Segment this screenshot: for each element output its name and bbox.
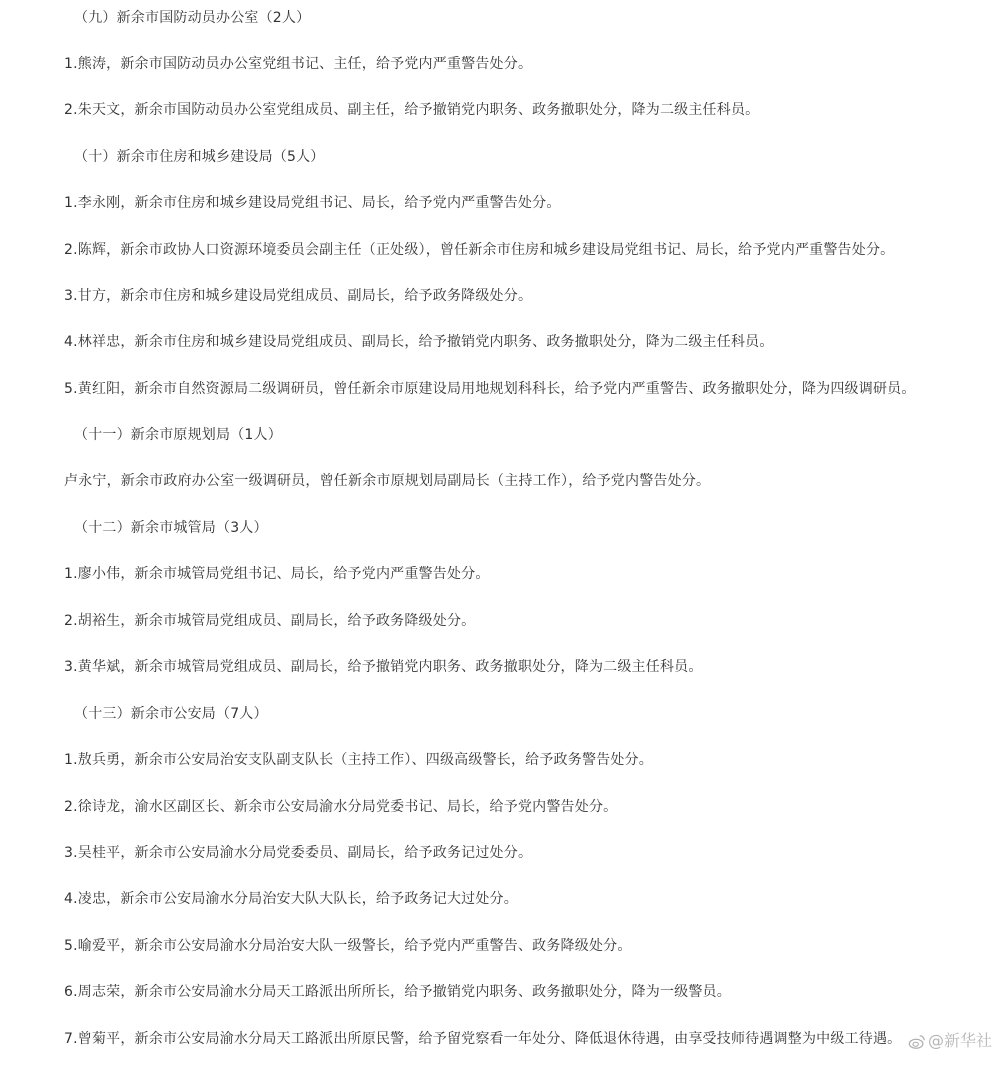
section-heading-12: （十二）新余市城管局（3人） [74, 520, 268, 536]
list-item: 4.林祥忠，新余市住房和城乡建设局党组成员、副局长，给予撤销党内职务、政务撤职处分，降为二级主任科员。 [64, 334, 774, 350]
list-item: 5.喻爱平，新余市公安局渝水分局治安大队一级警长，给予党内严重警告、政务降级处分。 [64, 938, 632, 954]
list-item: 7.曾菊平，新余市公安局渝水分局天工路派出所原民警，给予留党察看一年处分、降低退休待遇，由享受技师待遇调整为中级工待遇。 [64, 1031, 902, 1047]
list-item: 1.熊涛，新余市国防动员办公室党组书记、主任，给予党内严重警告处分。 [64, 56, 533, 72]
list-item: 3.甘方，新余市住房和城乡建设局党组成员、副局长，给予政务降级处分。 [64, 288, 533, 304]
section-heading-10: （十）新余市住房和城乡建设局（5人） [74, 149, 325, 165]
list-item: 4.凌忠，新余市公安局渝水分局治安大队大队长，给予政务记大过处分。 [64, 891, 518, 907]
list-item: 3.黄华斌，新余市城管局党组成员、副局长，给予撤销党内职务、政务撤职处分，降为二级主任科员。 [64, 659, 703, 675]
list-item: 2.陈辉，新余市政协人口资源环境委员会副主任（正处级），曾任新余市住房和城乡建设局党组书记、局长，给予党内严重警告处分。 [64, 242, 895, 258]
section-heading-13: （十三）新余市公安局（7人） [74, 706, 268, 722]
list-item: 卢永宁，新余市政府办公室一级调研员，曾任新余市原规划局副局长（主持工作），给予党内警告处分。 [64, 473, 711, 489]
list-item: 6.周志荣，新余市公安局渝水分局天工路派出所所长，给予撤销党内职务、政务撤职处分，降为一级警员。 [64, 984, 731, 1000]
section-heading-9: （九）新余市国防动员办公室（2人） [74, 10, 311, 26]
list-item: 2.胡裕生，新余市城管局党组成员、副局长，给予政务降级处分。 [64, 613, 476, 629]
watermark [908, 1028, 992, 1051]
list-item: 1.廖小伟，新余市城管局党组书记、局长，给予党内严重警告处分。 [64, 566, 490, 582]
watermark-text: @新华社 [927, 1031, 992, 1050]
list-item: 1.敖兵勇，新余市公安局治安支队副支队长（主持工作）、四级高级警长，给予政务警告处分。 [64, 752, 653, 768]
section-heading-11: （十一）新余市原规划局（1人） [74, 427, 282, 443]
list-item: 2.徐诗龙，渝水区副区长、新余市公安局渝水分局党委书记、局长，给予党内警告处分。 [64, 799, 618, 815]
list-item: 1.李永刚，新余市住房和城乡建设局党组书记、局长，给予党内严重警告处分。 [64, 195, 561, 211]
weibo-logo-icon [908, 1033, 926, 1051]
list-item: 2.朱天文，新余市国防动员办公室党组成员、副主任，给予撤销党内职务、政务撤职处分，降为二级主任科员。 [64, 102, 760, 118]
list-item: 5.黄红阳，新余市自然资源局二级调研员，曾任新余市原建设局用地规划科科长，给予党内严重警告、政务撤职处分，降为四级调研员。 [64, 381, 916, 397]
list-item: 3.吴桂平，新余市公安局渝水分局党委委员、副局长，给予政务记过处分。 [64, 845, 533, 861]
